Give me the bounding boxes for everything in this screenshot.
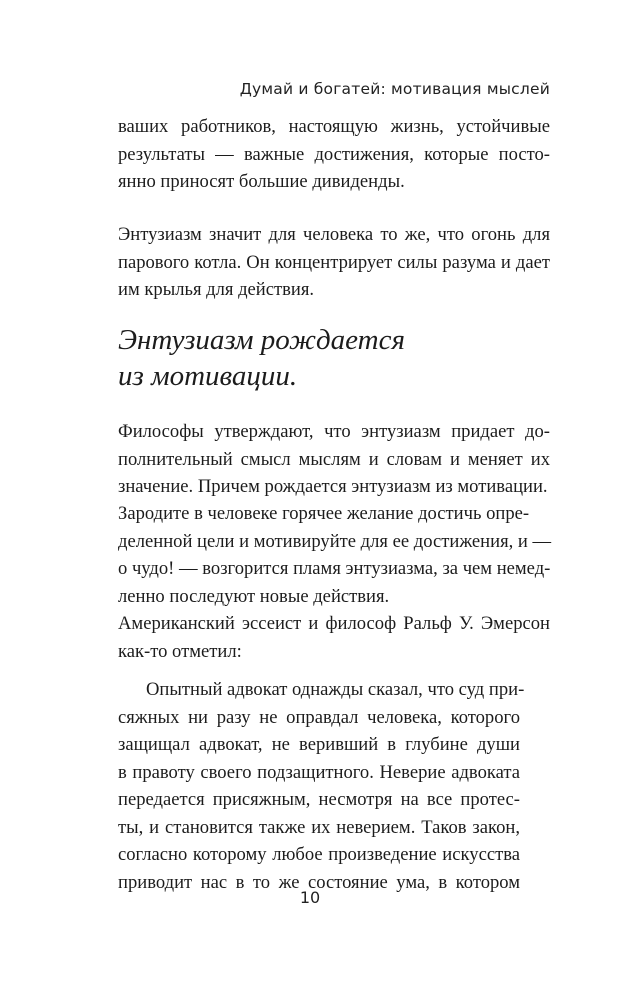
text-line: Энтузиазм значит для человека то же, что огонь для (118, 224, 550, 245)
paragraph-emerson (118, 610, 550, 665)
quote-line: Опытный адвокат однажды сказал, что суд при- (146, 679, 525, 700)
quote-line: защищал адвокат, не веривший в глубине души (118, 734, 520, 755)
text-line: значение. Причем рождается энтузиазм из мотивации. (118, 476, 548, 497)
heading-line: Энтузиазм рождается (118, 324, 405, 356)
quote-line: приводит нас в то же состояние ума, в котором (118, 871, 520, 893)
quote-block (118, 676, 525, 896)
page-number: 10 (299, 888, 321, 907)
text-line: результаты — важные достижения, которые посто- (118, 143, 550, 165)
quote-line: согласно которому любое произведение искусства (118, 844, 520, 865)
text-line: ленно последуют новые действия. (118, 585, 390, 607)
text-line: Американский эссеист и философ Ральф У. Эмерсон (118, 613, 550, 634)
section-heading (118, 322, 405, 394)
quote-line: ты, и становится также их неверием. Таков закон, (118, 816, 520, 838)
text-line: Философы утверждают, что энтузиазм придает до- (118, 421, 550, 442)
paragraph-philosophers (118, 418, 550, 501)
paragraph-desire (118, 500, 550, 610)
quote-line: передается присяжным, несмотря на все протес- (118, 789, 520, 810)
heading-line: из мотивации. (118, 360, 298, 392)
paragraph-continuation (118, 113, 550, 196)
text-line: ваших работников, настоящую жизнь, устойчивые (118, 116, 550, 137)
paragraph-enthusiasm (118, 221, 550, 304)
text-line: полнительный смысл мыслям и словам и меняет их (118, 448, 550, 470)
quote-line: в правоту своего подзащитного. Неверие адвоката (118, 761, 520, 783)
text-line: им крылья для действия. (118, 279, 315, 300)
text-line: янно приносят большие дивиденды. (118, 171, 405, 192)
text-line: Зародите в человеке горячее желание достичь опре- (118, 503, 530, 524)
text-line: как-то отметил: (118, 640, 242, 662)
quote-line: сяжных ни разу не оправдал человека, которого (118, 706, 520, 728)
text-line: парового котла. Он концентрирует силы разума и дает (118, 251, 550, 273)
text-line: о чудо! — возгорится пламя энтузиазма, за чем немед- (118, 558, 551, 579)
running-header: Думай и богатей: мотивация мыслей (239, 80, 550, 98)
text-line: деленной цели и мотивируйте для ее достижения, и — (118, 530, 552, 552)
